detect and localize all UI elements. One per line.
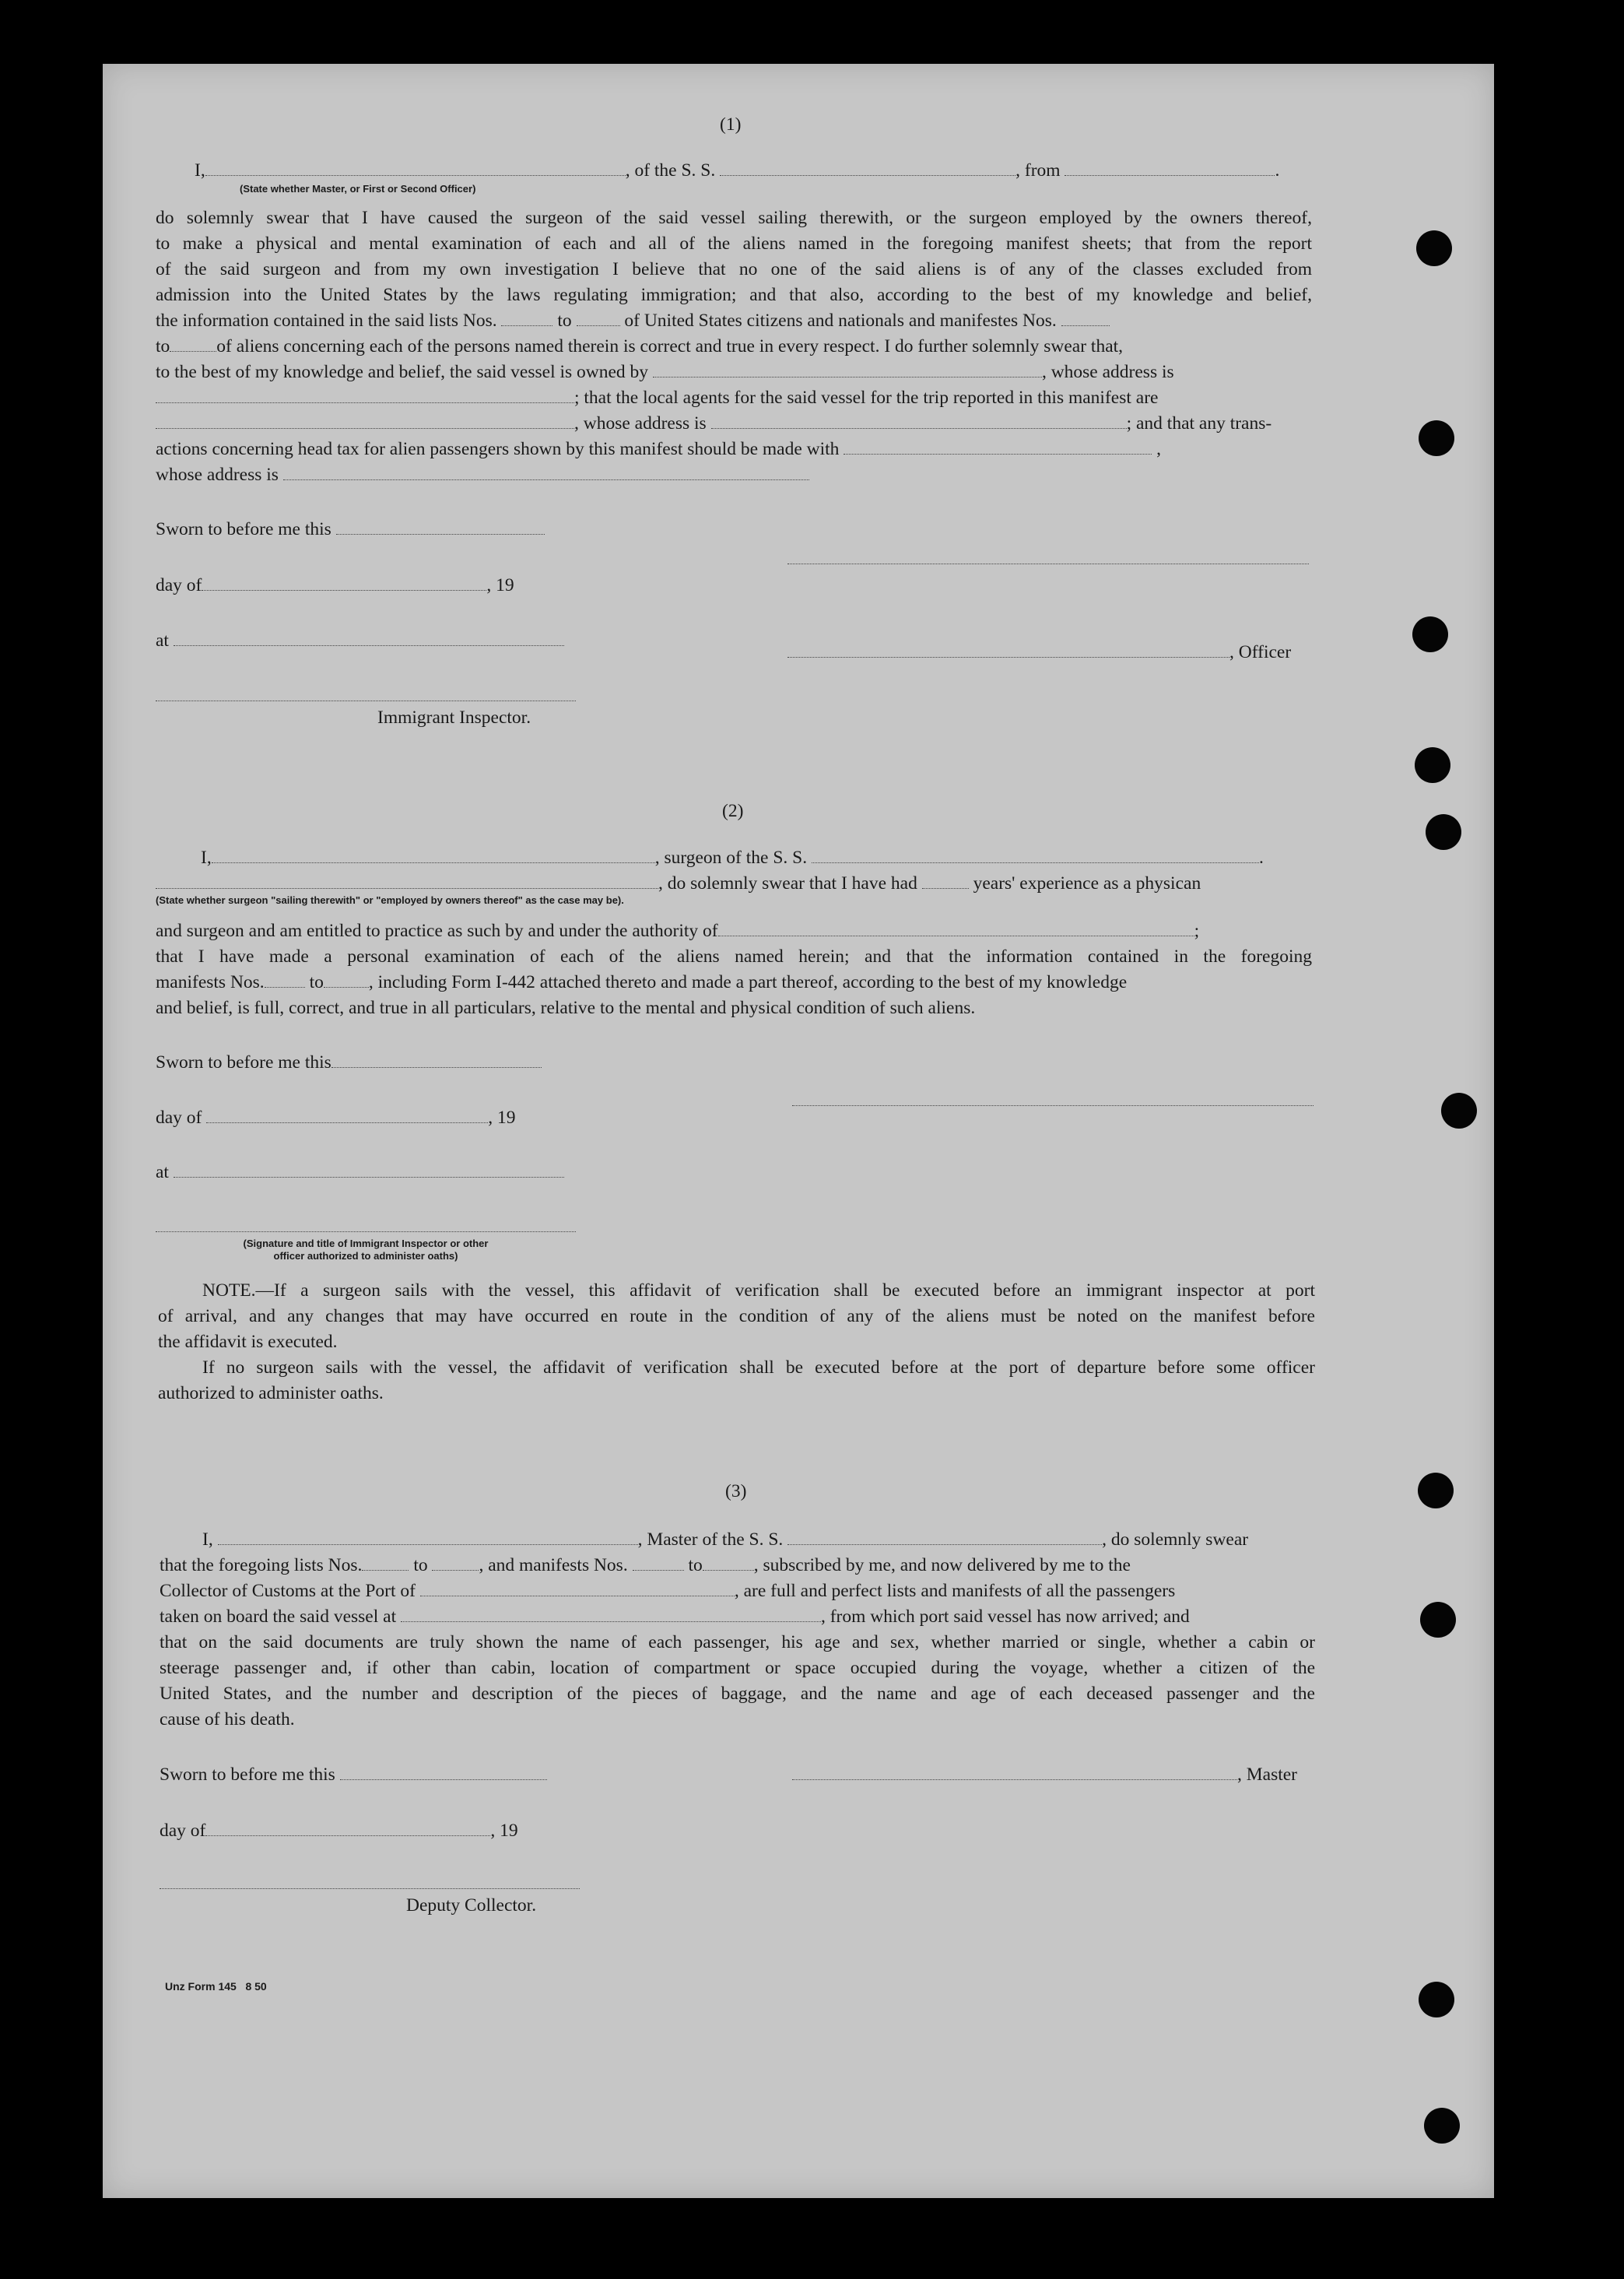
s2-surgeon-of: , surgeon of the S. S.	[654, 848, 808, 868]
s3-collector: Deputy Collector.	[406, 1895, 537, 1916]
s3-subscribed: , subscribed by me, and now delivered by me to the	[753, 1555, 1131, 1575]
s3-full-perfect: , are full and perfect lists and manifests of all the passengers	[734, 1581, 1176, 1601]
s2-note-line: If no surgeon sails with the vessel, the affidavit of verification shall be executed before at the port of departure before some officer	[202, 1357, 1315, 1378]
s1-owned-by: to the best of my knowledge and belief, the said vessel is owned by	[156, 362, 649, 382]
punch-hole	[1412, 616, 1448, 652]
s1-line7	[156, 360, 1174, 385]
s3-text-line: steerage passenger and, if other than cabin, location of compartment or space occupied during the voyage, whether a citizen of the	[160, 1658, 1315, 1678]
s3-line2	[160, 1578, 1175, 1604]
s1-head-tax: actions concerning head tax for alien passengers shown by this manifest should be made with	[156, 439, 840, 459]
punch-hole	[1420, 1602, 1456, 1638]
s3-text-line: that on the said documents are truly shown the name of each passenger, his age and sex, whether married or single, whether a cabin or	[160, 1632, 1315, 1652]
s2-dayof	[156, 1105, 516, 1131]
s2-note-line: NOTE.—If a surgeon sails with the vessel, this affidavit of verification shall be executed before an immigrant inspector at port	[202, 1280, 1315, 1301]
s2-years: years' experience as a physican	[973, 873, 1201, 894]
s3-collector-port: Collector of Customs at the Port of	[160, 1581, 416, 1601]
s3-text-line: United States, and the number and description of the pieces of baggage, and the name and age of each deceased passenger and the	[160, 1684, 1315, 1704]
s1-to: to	[557, 311, 572, 331]
s2-note-line: authorized to administer oaths.	[158, 1383, 384, 1403]
s1-line5	[156, 308, 1110, 334]
s3-taken-on-board: taken on board the said vessel at	[160, 1607, 397, 1627]
s1-citizens: of United States citizens and nationals and manifestes Nos.	[624, 311, 1057, 331]
s2-dayof-label: day of	[156, 1108, 202, 1128]
s2-line2	[156, 918, 1199, 944]
s2-form-i442: , including Form I-442 attached thereto and made a part thereof, according to the best of my knowledge	[368, 972, 1128, 992]
s2-line4	[156, 970, 1127, 996]
s1-line6	[156, 334, 1123, 360]
s1-text-line: do solemnly swear that I have caused the surgeon of the said vessel sailing therewith, or the surgeon employed by the owners thereof,	[156, 208, 1312, 228]
s1-sworn	[156, 517, 545, 543]
s3-year: , 19	[490, 1821, 518, 1841]
punch-hole	[1416, 230, 1452, 266]
s3-manifests-nos: , and manifests Nos.	[479, 1555, 628, 1575]
s2-note-line: of arrival, and any changes that may have occurred en route in the condition of any of the aliens must be noted on the manifest before	[158, 1306, 1315, 1326]
s2-surgeon-note: (State whether surgeon "sailing therewith" or "employed by owners thereof" as the case may be).	[156, 894, 624, 906]
s2-line1	[156, 871, 1201, 897]
s1-lists-nos: the information contained in the said lists Nos.	[156, 311, 497, 331]
s3-to: to	[413, 1555, 428, 1575]
s2-manifests-nos: manifests Nos.	[156, 972, 265, 992]
s3-sworn-label: Sworn to before me this	[160, 1765, 335, 1785]
s2-to: to	[309, 972, 324, 992]
s1-whose-address: , whose address is	[1041, 362, 1174, 382]
s2-sworn-label: Sworn to before me this	[156, 1052, 331, 1073]
s2-solemnly: , do solemnly swear that I have had	[658, 873, 917, 894]
s3-collector-line	[160, 1888, 580, 1889]
s1-aliens-text: of aliens concerning each of the persons named therein is correct and true in every respect. I do further solemnly swear that,	[216, 336, 1124, 356]
s1-master-note: (State whether Master, or First or Second Officer)	[240, 183, 476, 195]
s1-whose-address3: whose address is	[156, 465, 279, 485]
s3-text-line: cause of his death.	[160, 1709, 295, 1729]
s2-year: , 19	[488, 1108, 516, 1128]
s2-note-line: the affidavit is executed.	[158, 1332, 338, 1352]
s3-dayof	[160, 1818, 518, 1844]
section-1-number: (1)	[720, 114, 742, 135]
s2-inspector-line	[156, 1231, 576, 1232]
s1-text-line: to make a physical and mental examination of each and all of the aliens named in the foregoing manifest sheets; that from the report	[156, 234, 1312, 254]
s2-sig-note-2: officer authorized to administer oaths)	[273, 1250, 458, 1262]
s1-dayof-label: day of	[156, 575, 202, 595]
s3-master	[792, 1762, 1297, 1788]
s3-dayof-label: day of	[160, 1821, 206, 1841]
s1-officer-label: , Officer	[1229, 642, 1292, 662]
s2-at-label: at	[156, 1162, 169, 1182]
s2-text-line: that I have made a personal examination of each of the aliens named herein; and that the information contained in the foregoing	[156, 946, 1312, 967]
punch-hole	[1415, 747, 1450, 783]
s2-sig-note-1: (Signature and title of Immigrant Inspector or other	[243, 1238, 489, 1249]
s3-master-of: , Master of the S. S.	[637, 1529, 784, 1550]
s1-line10	[156, 437, 1161, 462]
s1-period: .	[1275, 160, 1280, 181]
form-number: Unz Form 145 8 50	[165, 1980, 267, 1993]
punch-hole	[1424, 2108, 1460, 2144]
s3-lists-nos: that the foregoing lists Nos.	[160, 1555, 363, 1575]
s3-i: I,	[202, 1529, 213, 1550]
s2-signature-line	[792, 1105, 1314, 1106]
s1-from: , from	[1015, 160, 1061, 181]
s3-arrived: , from which port said vessel has now arrived; and	[820, 1607, 1190, 1627]
s1-text-line: admission into the United States by the laws regulating immigration; and that also, according to the best of my knowledge and belief,	[156, 285, 1312, 305]
s2-at	[156, 1160, 564, 1185]
s1-officer	[787, 640, 1291, 665]
punch-hole	[1426, 814, 1461, 850]
s2-line0	[201, 845, 1264, 871]
s2-line5: and belief, is full, correct, and true in all particulars, relative to the mental and physical condition of such aliens.	[156, 998, 976, 1018]
s1-whose-address2: , whose address is	[574, 413, 707, 434]
s2-period: .	[1258, 848, 1264, 868]
punch-hole	[1441, 1093, 1477, 1129]
s3-sworn	[160, 1762, 547, 1788]
s3-to2: to	[688, 1555, 703, 1575]
s3-solemnly: , do solemnly swear	[1102, 1529, 1249, 1550]
s1-sworn-label: Sworn to before me this	[156, 519, 331, 539]
section-2-number: (2)	[722, 801, 744, 821]
s1-dayof	[156, 573, 514, 599]
s2-semicolon: ;	[1194, 921, 1200, 941]
punch-hole	[1419, 420, 1454, 456]
s3-line1	[160, 1553, 1131, 1578]
s1-trans: ; and that any trans-	[1126, 413, 1272, 434]
s1-ofss: , of the S. S.	[625, 160, 716, 181]
s1-i: I,	[195, 160, 205, 181]
punch-hole	[1418, 1473, 1454, 1508]
s1-line0	[195, 158, 1279, 184]
punch-hole	[1419, 1982, 1454, 2017]
s3-line3	[160, 1604, 1190, 1630]
s1-line9	[156, 411, 1271, 437]
section-3-number: (3)	[725, 1481, 747, 1501]
s1-line11	[156, 462, 809, 488]
s1-year: , 19	[486, 575, 514, 595]
s1-inspector: Immigrant Inspector.	[377, 708, 531, 728]
s2-sworn	[156, 1050, 542, 1076]
s1-text-line: of the said surgeon and from my own investigation I believe that no one of the said aliens is of any of the classes excluded from	[156, 259, 1312, 279]
s2-authority: and surgeon and am entitled to practice as such by and under the authority of	[156, 921, 718, 941]
s1-at	[156, 628, 564, 654]
s2-i: I,	[201, 848, 212, 868]
s3-master-label: , Master	[1237, 1765, 1298, 1785]
s1-to2: to	[156, 336, 170, 356]
s1-line8	[156, 385, 1158, 411]
s1-at-label: at	[156, 630, 169, 651]
s2-sig-note	[187, 1238, 545, 1262]
s1-local-agents: ; that the local agents for the said vessel for the trip reported in this manifest are	[574, 388, 1159, 408]
s3-line0	[202, 1527, 1248, 1553]
s1-comma: ,	[1156, 439, 1162, 459]
